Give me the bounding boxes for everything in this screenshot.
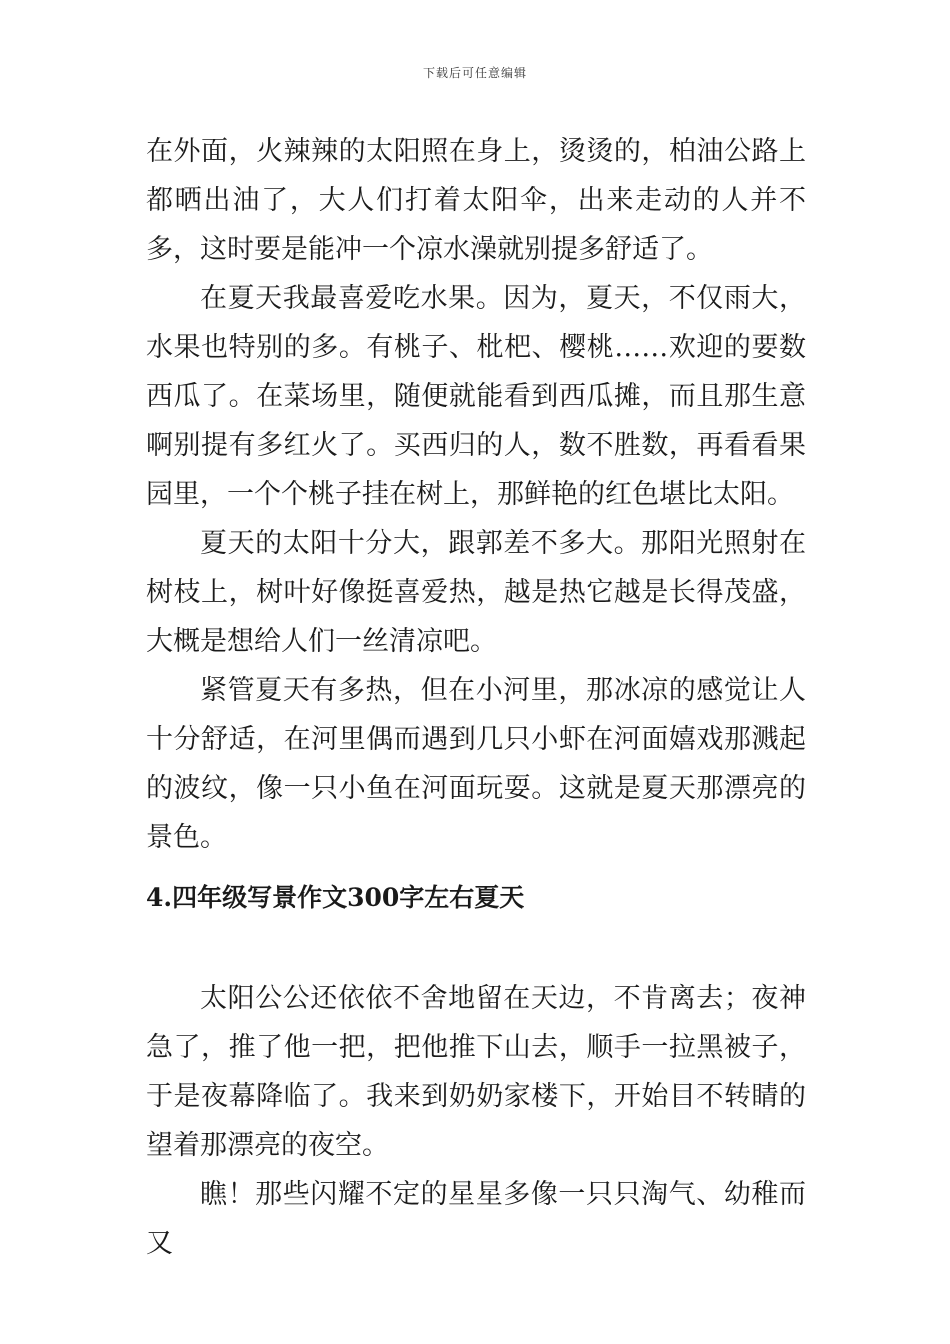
paragraph: 在外面，火辣辣的太阳照在身上，烫烫的，柏油公路上都晒出油了，大人们打着太阳伞，出来走动的人并不多，这时要是能冲一个凉水澡就别提多舒适了。 [146,136,806,265]
section-2-body [146,974,806,1268]
section-heading: 4.四年级写景作文300字左右夏天 [146,883,525,912]
paragraph: 在夏天我最喜爱吃水果。因为，夏天，不仅雨大，水果也特别的多。有桃子、枇杷、樱桃……欢迎的要数西瓜了。在菜场里，随便就能看到西瓜摊，而且那生意啊别提有多红火了。买西归的人，数不胜数，再看看果园里，一个个桃子挂在树上，那鲜艳的红色堪比太阳。 [146,283,806,510]
paragraph: 瞧！那些闪耀不定的星星多像一只只淘气、幼稚而又 [146,1179,806,1259]
paragraph: 紧管夏天有多热，但在小河里，那冰凉的感觉让人十分舒适，在河里偶而遇到几只小虾在河面嬉戏那溅起的波纹，像一只小鱼在河面玩耍。这就是夏天那漂亮的景色。 [146,675,806,853]
section-1-body [146,127,806,862]
paragraph: 太阳公公还依依不舍地留在天边，不肯离去；夜神急了，推了他一把，把他推下山去，顺手一拉黑被子，于是夜幕降临了。我来到奶奶家楼下，开始目不转睛的望着那漂亮的夜空。 [146,983,806,1161]
paragraph: 夏天的太阳十分大，跟郭差不多大。那阳光照射在树枝上，树叶好像挺喜爱热，越是热它越是长得茂盛，大概是想给人们一丝清凉吧。 [146,528,806,657]
page-header-note: 下载后可任意编辑 [422,66,527,80]
